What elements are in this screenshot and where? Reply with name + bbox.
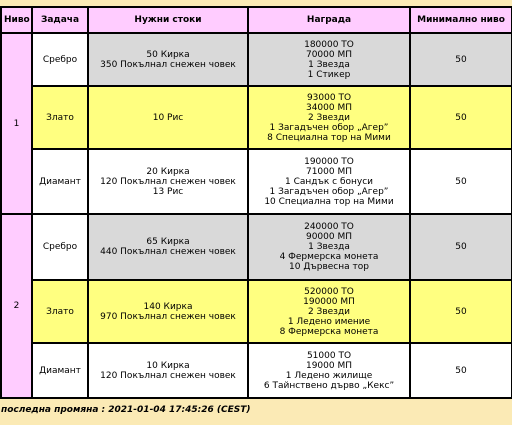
- reward-line: 1 Ледено жилище: [285, 370, 373, 381]
- level-cell: 2: [1, 214, 32, 398]
- reward-cell: [248, 343, 410, 398]
- reward-line: 4 Фермерска монета: [279, 252, 379, 262]
- reward-line: 10 Дървесна тор: [289, 262, 369, 272]
- table-row: [1, 280, 512, 343]
- reward-line: 1 Стикер: [307, 69, 351, 80]
- header-reward: Награда: [248, 7, 410, 33]
- goods-line: 120 Покълнал снежен човек: [100, 176, 236, 187]
- level-cell: 1: [1, 33, 32, 214]
- min-level-cell: 50: [410, 343, 512, 398]
- header-level: Ниво: [1, 7, 32, 33]
- goods-line: 970 Покълнал снежен човек: [100, 311, 236, 322]
- goods-cell: [88, 343, 248, 398]
- reward-line: 1 Загадъчен обор „Агер”: [269, 186, 389, 197]
- min-level-cell: 50: [410, 280, 512, 343]
- table-row: [1, 214, 512, 280]
- reward-line: 90000 МП: [305, 232, 353, 242]
- reward-cell: [248, 214, 410, 280]
- task-cell: Диамант: [32, 149, 88, 214]
- reward-line: 93000 TO: [306, 92, 352, 103]
- header-row: [1, 7, 512, 33]
- task-cell: Злато: [32, 280, 88, 343]
- goods-line: 440 Покълнал снежен човек: [100, 247, 236, 257]
- reward-line: 70000 МП: [305, 49, 353, 60]
- reward-line: 240000 TO: [304, 222, 354, 232]
- goods-cell: [88, 280, 248, 343]
- table-row: [1, 86, 512, 149]
- task-cell: Сребро: [32, 33, 88, 86]
- reward-line: 19000 МП: [305, 360, 353, 371]
- reward-line: 51000 TO: [306, 350, 352, 361]
- reward-line: 190000 МП: [303, 296, 355, 307]
- reward-line: 71000 МП: [305, 166, 353, 177]
- table-row: [1, 33, 512, 86]
- reward-cell: [248, 149, 410, 214]
- reward-cell: [248, 280, 410, 343]
- min-level-cell: 50: [410, 149, 512, 214]
- reward-line: 1 Звезда: [308, 59, 350, 70]
- header-min-level: Минимално ниво: [410, 7, 512, 33]
- goods-line: 10 Кирка: [146, 360, 190, 371]
- task-cell: Диамант: [32, 343, 88, 398]
- goods-line: 20 Кирка: [146, 166, 190, 177]
- reward-line: 6 Тайнствено дърво „Кекс”: [263, 380, 395, 391]
- goods-cell: [88, 33, 248, 86]
- goods-line: 350 Покълнал снежен човек: [100, 59, 236, 70]
- table-row: [1, 343, 512, 398]
- min-level-cell: 50: [410, 214, 512, 280]
- goods-line: 120 Покълнал снежен човек: [100, 370, 236, 381]
- reward-line: 1 Ледено имение: [287, 316, 371, 327]
- goods-line: 140 Кирка: [143, 301, 193, 312]
- goods-cell: [88, 149, 248, 214]
- header-task: Задача: [32, 7, 88, 33]
- reward-line: 8 Специална тор на Мими: [267, 132, 391, 143]
- reward-cell: [248, 33, 410, 86]
- goods-line: 10 Рис: [152, 112, 184, 123]
- quest-table: [0, 6, 512, 399]
- reward-cell: [248, 86, 410, 149]
- task-cell: Сребро: [32, 214, 88, 280]
- reward-line: 34000 МП: [305, 102, 353, 113]
- goods-line: 13 Рис: [152, 186, 184, 197]
- reward-line: 1 Загадъчен обор „Агер”: [269, 122, 389, 133]
- reward-line: 180000 TO: [304, 39, 354, 50]
- min-level-cell: 50: [410, 33, 512, 86]
- goods-line: 50 Кирка: [146, 49, 190, 60]
- goods-line: 65 Кирка: [146, 237, 190, 247]
- min-level-cell: 50: [410, 86, 512, 149]
- reward-line: 8 Фермерска монета: [279, 326, 379, 337]
- task-cell: Злато: [32, 86, 88, 149]
- last-modified-note: последна промяна : 2021-01-04 17:45:26 (CEST): [1, 405, 251, 415]
- reward-line: 190000 TO: [304, 156, 354, 167]
- reward-line: 2 Звезди: [307, 306, 351, 317]
- reward-line: 1 Сандък с бонуси: [284, 176, 374, 187]
- goods-cell: [88, 86, 248, 149]
- reward-line: 2 Звезди: [307, 112, 351, 123]
- table-row: [1, 149, 512, 214]
- reward-line: 10 Специална тор на Мими: [264, 196, 394, 207]
- goods-cell: [88, 214, 248, 280]
- reward-line: 520000 TO: [304, 286, 354, 297]
- header-goods: Нужни стоки: [88, 7, 248, 33]
- reward-line: 1 Звезда: [308, 242, 350, 252]
